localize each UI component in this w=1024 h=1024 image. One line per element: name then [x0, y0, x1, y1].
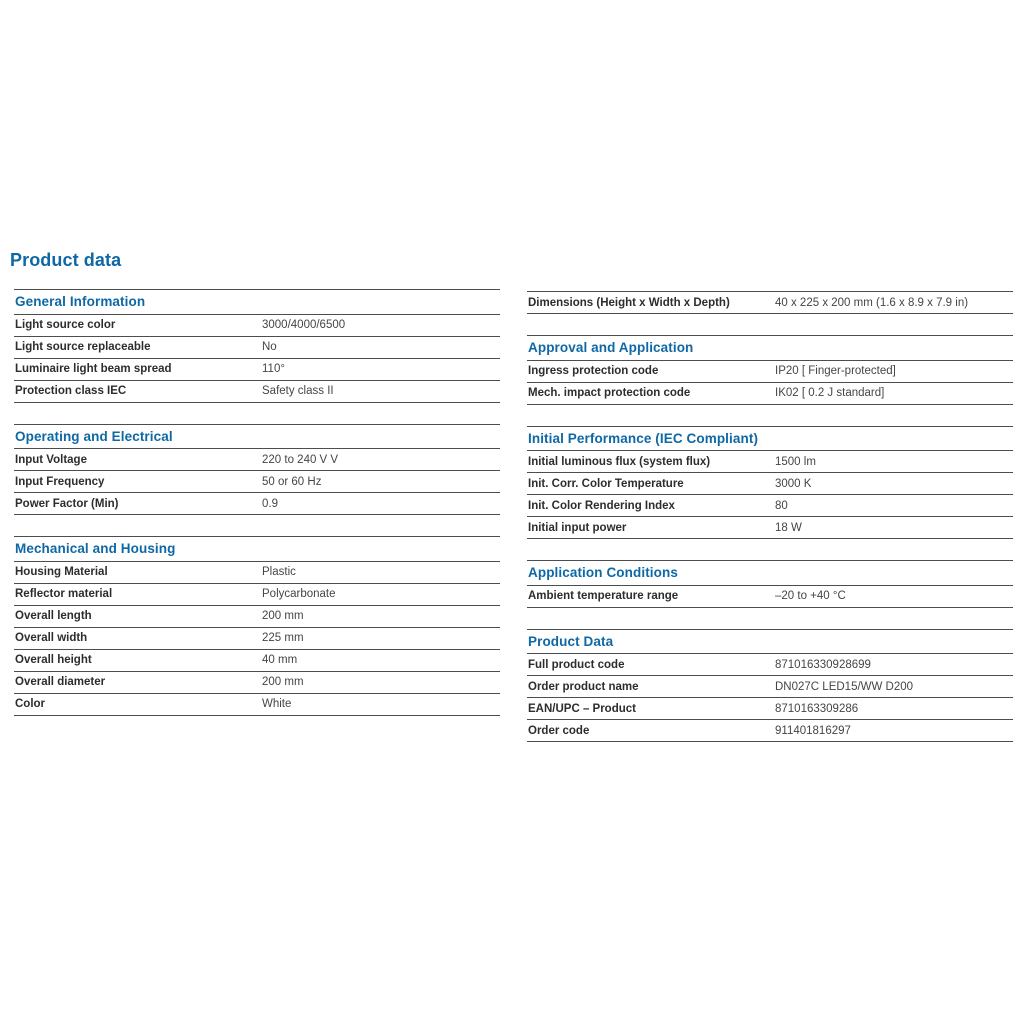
right-column: [527, 291, 1013, 763]
table-row: [527, 698, 1013, 720]
section-heading: Application Conditions: [527, 561, 1013, 586]
table-row: [527, 586, 1013, 608]
section-heading: Mechanical and Housing: [14, 537, 500, 562]
spec-value: 110°: [262, 363, 285, 375]
spec-value: Safety class II: [262, 385, 334, 397]
spec-label: Init. Corr. Color Temperature: [528, 477, 684, 490]
table-row: [527, 720, 1013, 742]
spec-label: Init. Color Rendering Index: [528, 499, 675, 512]
page-title: Product data: [10, 250, 122, 270]
spec-label: Luminaire light beam spread: [15, 363, 172, 375]
spec-label: Overall width: [15, 632, 88, 644]
spec-label: Mech. impact protection code: [528, 387, 691, 399]
spec-label: Overall diameter: [15, 676, 106, 688]
spec-value: 8710163309286: [775, 702, 859, 715]
spec-label: Input Voltage: [15, 453, 87, 466]
spec-value: Plastic: [262, 566, 296, 578]
spec-value: 225 mm: [262, 632, 304, 644]
table-row: [14, 449, 500, 471]
table-row: [14, 381, 500, 403]
table-row: [14, 584, 500, 606]
section-approval-application: [527, 335, 1013, 405]
section-dimensions: [527, 291, 1013, 314]
spec-label: Overall height: [15, 654, 92, 666]
table-row: [14, 694, 500, 716]
section-initial-performance: [527, 426, 1013, 540]
spec-label: Order product name: [528, 680, 639, 693]
table-row: [14, 562, 500, 584]
spec-value: White: [262, 698, 292, 710]
spec-value: 1500 lm: [775, 455, 816, 468]
spec-value: 3000/4000/6500: [262, 319, 346, 331]
table-row: [527, 654, 1013, 676]
table-row: [14, 337, 500, 359]
table-row: [14, 493, 500, 515]
section-mechanical-housing: [14, 536, 500, 716]
spec-value: 200 mm: [262, 676, 304, 688]
spec-label: Input Frequency: [15, 475, 105, 488]
table-row: [14, 672, 500, 694]
table-row: [527, 517, 1013, 539]
spec-label: Overall length: [15, 610, 92, 622]
spec-value: 871016330928699: [775, 658, 871, 671]
spec-value: IP20 [ Finger-protected]: [775, 365, 896, 377]
spec-label: Reflector material: [15, 588, 113, 600]
spec-value: 200 mm: [262, 610, 304, 622]
spec-value: 80: [775, 499, 788, 512]
table-row: [527, 361, 1013, 383]
section-heading: Approval and Application: [527, 336, 1013, 361]
table-row: [527, 676, 1013, 698]
spec-label: Housing Material: [15, 566, 108, 578]
spec-label: Order code: [528, 724, 590, 737]
spec-label: Color: [15, 698, 46, 710]
section-product-data: [527, 629, 1013, 743]
spec-value: 40 x 225 x 200 mm (1.6 x 8.9 x 7.9 in): [775, 296, 969, 309]
spec-label: EAN/UPC – Product: [528, 702, 636, 715]
spec-value: 911401816297: [775, 724, 851, 737]
spec-value: –20 to +40 °C: [775, 590, 846, 602]
spec-label: Initial luminous flux (system flux): [528, 455, 711, 468]
spec-label: Initial input power: [528, 521, 627, 534]
table-row: [14, 359, 500, 381]
table-row: [527, 473, 1013, 495]
spec-value: No: [262, 341, 277, 353]
table-row: [14, 650, 500, 672]
spec-value: 3000 K: [775, 477, 812, 490]
spec-value: 220 to 240 V V: [262, 453, 339, 466]
table-row: [527, 451, 1013, 473]
table-row: [527, 383, 1013, 405]
table-row: [527, 292, 1013, 314]
section-heading: Initial Performance (IEC Compliant): [527, 427, 1013, 452]
left-column: [14, 289, 500, 737]
spec-label: Light source color: [15, 319, 116, 331]
section-operating-electrical: [14, 424, 500, 516]
spec-value: Polycarbonate: [262, 588, 336, 600]
spec-label: Power Factor (Min): [15, 497, 119, 510]
spec-value: 0.9: [262, 497, 278, 510]
spec-label: Ingress protection code: [528, 365, 659, 377]
section-application-conditions: [527, 560, 1013, 608]
section-heading: Product Data: [527, 630, 1013, 655]
spec-value: DN027C LED15/WW D200: [775, 680, 914, 693]
section-heading: General Information: [14, 290, 500, 315]
spec-value: IK02 [ 0.2 J standard]: [775, 387, 885, 399]
section-heading: Operating and Electrical: [14, 425, 500, 450]
table-row: [14, 471, 500, 493]
table-row: [14, 315, 500, 337]
spec-label: Dimensions (Height x Width x Depth): [528, 296, 730, 309]
table-row: [527, 495, 1013, 517]
spec-label: Ambient temperature range: [528, 590, 679, 602]
table-row: [14, 606, 500, 628]
spec-label: Protection class IEC: [15, 385, 127, 397]
table-row: [14, 628, 500, 650]
spec-label: Light source replaceable: [15, 341, 151, 353]
spec-value: 50 or 60 Hz: [262, 475, 322, 488]
section-general-information: [14, 289, 500, 403]
spec-value: 18 W: [775, 521, 802, 534]
spec-value: 40 mm: [262, 654, 298, 666]
spec-label: Full product code: [528, 658, 625, 671]
